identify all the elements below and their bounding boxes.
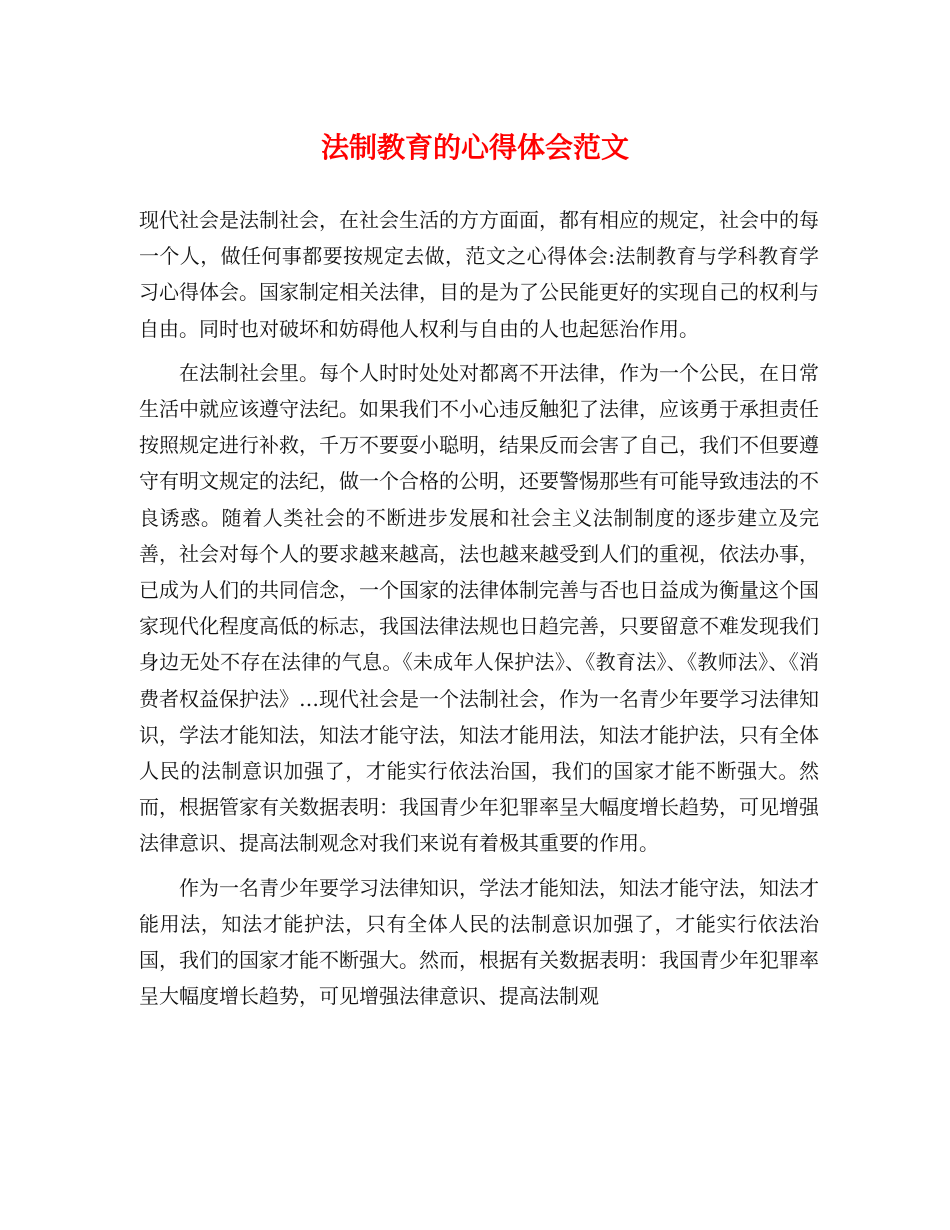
paragraph-1: 现代社会是法制社会，在社会生活的方方面面，都有相应的规定，社会中的每一个人，做任何事都要按规定去做，范文之心得体会:法制教育与学科教育学习心得体会。国家制定相关法律，目的是为了公民能更好的实现自己的权利与自由。同时也对破坏和妨碍他人权利与自由的人也起惩治作用。 — [139, 208, 819, 341]
paragraph-2: 在法制社会里。每个人时时处处对都离不开法律，作为一个公民，在日常生活中就应该遵守法纪。如果我们不小心违反触犯了法律，应该勇于承担责任按照规定进行补救，千万不要耍小聪明，结果反而会害了自己，我们不但要遵守有明文规定的法纪，做一个合格的公明，还要警惕那些有可能导致违法的不良诱惑。随着人类社会的不断进步发展和社会主义法制制度的逐步建立及完善，社会对每个人的要求越来越高，法也越来越受到人们的重视，依法办事，已成为人们的共同信念，一个国家的法律体制完善与否也日益成为衡量这个国家现代化程度高低的标志，我国法律法规也日趋完善，只要留意不难发现我们身边无处不存在法律的气息。《未成年人保护法》、《教育法》、《教师法》、《消费者权益保护法》…现代社会是一个法制社会，作为一名青少年要学习法律知识，学法才能知法，知法才能守法，知法才能用法，知法才能护法，只有全体人民的法制意识加强了，才能实行依法治国，我们的国家才能不断强大。然而，根据管家有关数据表明：我国青少年犯罪率呈大幅度增长趋势，可见增强法律意识、提高法制观念对我们来说有着极其重要的作用。 — [139, 360, 819, 856]
document-title: 法制教育的心得体会范文 — [320, 131, 629, 164]
document-body — [139, 202, 819, 1022]
paragraph-3: 作为一名青少年要学习法律知识，学法才能知法，知法才能守法，知法才能用法，知法才能护法，只有全体人民的法制意识加强了，才能实行依法治国，我们的国家才能不断强大。然而，根据有关数据表明：我国青少年犯罪率呈大幅度增长趋势，可见增强法律意识、提高法制观 — [139, 875, 819, 1009]
